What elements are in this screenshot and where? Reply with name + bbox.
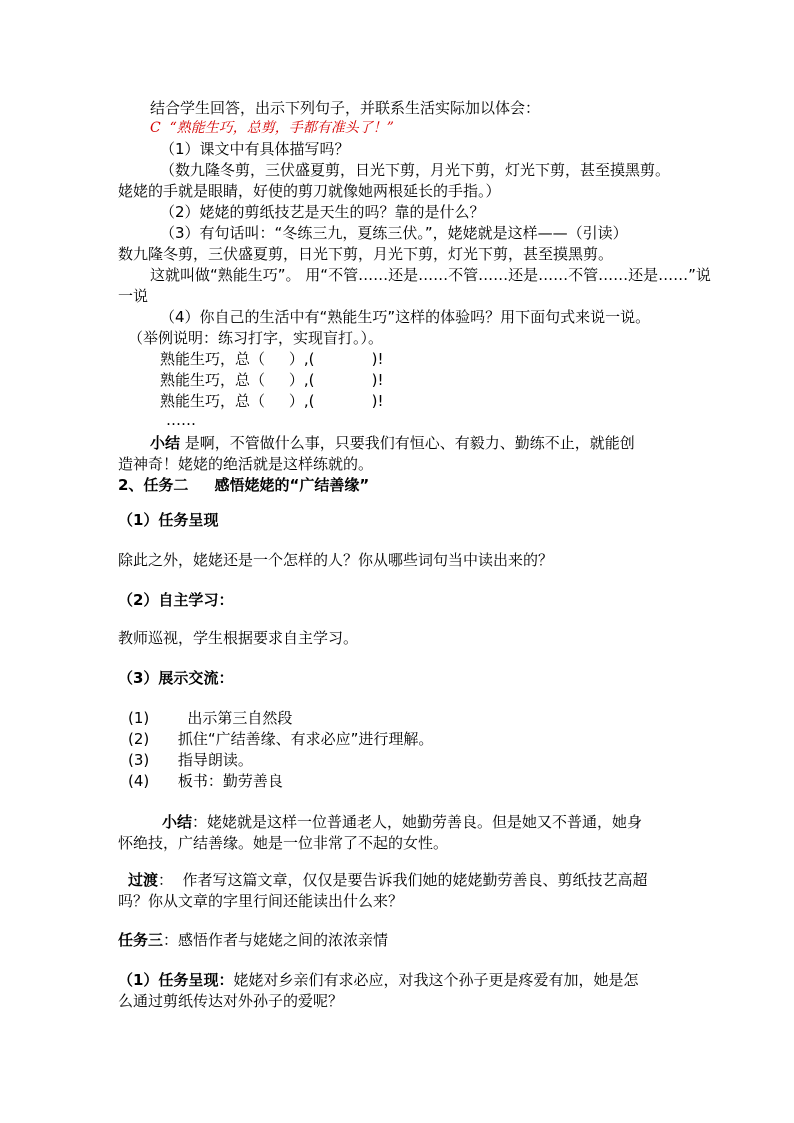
intro-line: 结合学生回答，出示下列句子，并联系生活实际加以体会： — [150, 99, 541, 117]
task2-sub2-text: 教师巡视，学生根据要求自主学习。 — [118, 629, 359, 647]
step-number: (4) — [128, 772, 150, 790]
task3-heading — [118, 930, 388, 950]
step-text: 出示第三自然段 — [187, 709, 293, 727]
task3-heading-text: ：感悟作者与姥姥之间的浓浓亲情 — [163, 931, 389, 949]
quote-marker: C — [150, 120, 161, 136]
summary-label: 小结 — [150, 434, 181, 452]
step-item — [128, 771, 283, 791]
transition — [128, 870, 648, 890]
summary-1-cont: 造神奇！姥姥的绝活就是这样练就的。 — [118, 455, 374, 473]
task3-label: 任务三 — [118, 931, 164, 949]
task2-sub2: （2）自主学习： — [118, 591, 234, 609]
step-text: 指导朗读。 — [177, 751, 253, 769]
summary-text: 是啊，不管做什么事，只要我们有恒心、有毅力、勤练不止，就能创 — [180, 434, 635, 452]
task3-sub1-text: 姥姥对乡亲们有求必应，对我这个孙子更是疼爱有加，她是怎 — [233, 971, 639, 989]
task3-sub1 — [118, 970, 638, 990]
step-number: (3) — [128, 751, 150, 769]
task2-heading: 2、任务二 感悟姥姥的“广结善缘” — [118, 476, 370, 494]
step-number: (2) — [128, 730, 150, 748]
task2-sub1-text: 除此之外，姥姥还是一个怎样的人？你从哪些词句当中读出来的？ — [118, 551, 554, 569]
sentence-pattern: 熟能生巧，总（ ）,( )! — [160, 350, 384, 368]
question-3: （3）有句话叫：“冬练三九，夏练三伏。”，姥姥就是这样——（引读） — [160, 224, 628, 242]
transition-text: ： 作者写这篇文章，仅仅是要告诉我们她的姥姥勤劳善良、剪纸技艺高超 — [158, 871, 648, 889]
summary-2-cont: 怀绝技，广结善缘。她是一位非常了不起的女性。 — [118, 834, 449, 852]
transition-label: 过渡 — [128, 871, 159, 889]
task2-sub1: （1）任务呈现 — [118, 511, 219, 529]
question-2: （2）姥姥的剪纸技艺是天生的吗？靠的是什么？ — [160, 203, 485, 221]
summary-text: ：姥姥就是这样一位普通老人，她勤劳善良。但是她又不普通，她身 — [192, 813, 643, 831]
quote-line — [150, 118, 394, 138]
ellipsis: …… — [166, 411, 196, 429]
step-item — [128, 750, 253, 770]
step-item — [128, 708, 292, 728]
sentence-pattern: 熟能生巧，总（ ）,( )! — [160, 392, 384, 410]
task2-sub3: （3）展示交流： — [118, 669, 234, 687]
question-4-example: （举例说明：练习打字，实现盲打。）。 — [128, 329, 384, 347]
question-3-cont-3: 一说 — [118, 287, 149, 305]
summary-2 — [162, 812, 642, 832]
step-number: (1) — [128, 709, 150, 727]
question-3-cont-2: 这就叫做“熟能生巧”。 用“不管……还是……不管……还是……不管……还是……”说 — [150, 266, 711, 284]
transition-cont: 吗？你从文章的字里行间还能读出什么来？ — [118, 892, 404, 910]
question-3-cont: 数九隆冬剪，三伏盛夏剪，日光下剪，月光下剪，灯光下剪，甚至摸黑剪。 — [118, 245, 614, 263]
question-1-answer-cont: 姥姥的手就是眼睛，好使的剪刀就像她两根延长的手指。） — [118, 182, 501, 200]
step-text: 抓住“广结善缘、有求必应”进行理解。 — [177, 730, 434, 748]
summary-1 — [150, 433, 635, 453]
question-1-answer: （数九隆冬剪，三伏盛夏剪，日光下剪，月光下剪，灯光下剪，甚至摸黑剪。 — [160, 161, 671, 179]
step-text: 板书：勤劳善良 — [177, 772, 283, 790]
question-4: （4）你自己的生活中有“熟能生巧”这样的体验吗？用下面句式来说一说。 — [160, 308, 651, 326]
step-item — [128, 729, 433, 749]
sentence-pattern: 熟能生巧，总（ ）,( )! — [160, 371, 384, 389]
quote-text: “熟能生巧，总剪，手都有准头了！” — [169, 120, 394, 136]
task3-sub1-cont: 么通过剪纸传达对外孙子的爱呢？ — [118, 992, 344, 1010]
question-1: （1）课文中有具体描写吗？ — [160, 140, 350, 158]
task3-sub1-label: （1）任务呈现： — [118, 971, 234, 989]
summary-label: 小结 — [162, 813, 193, 831]
